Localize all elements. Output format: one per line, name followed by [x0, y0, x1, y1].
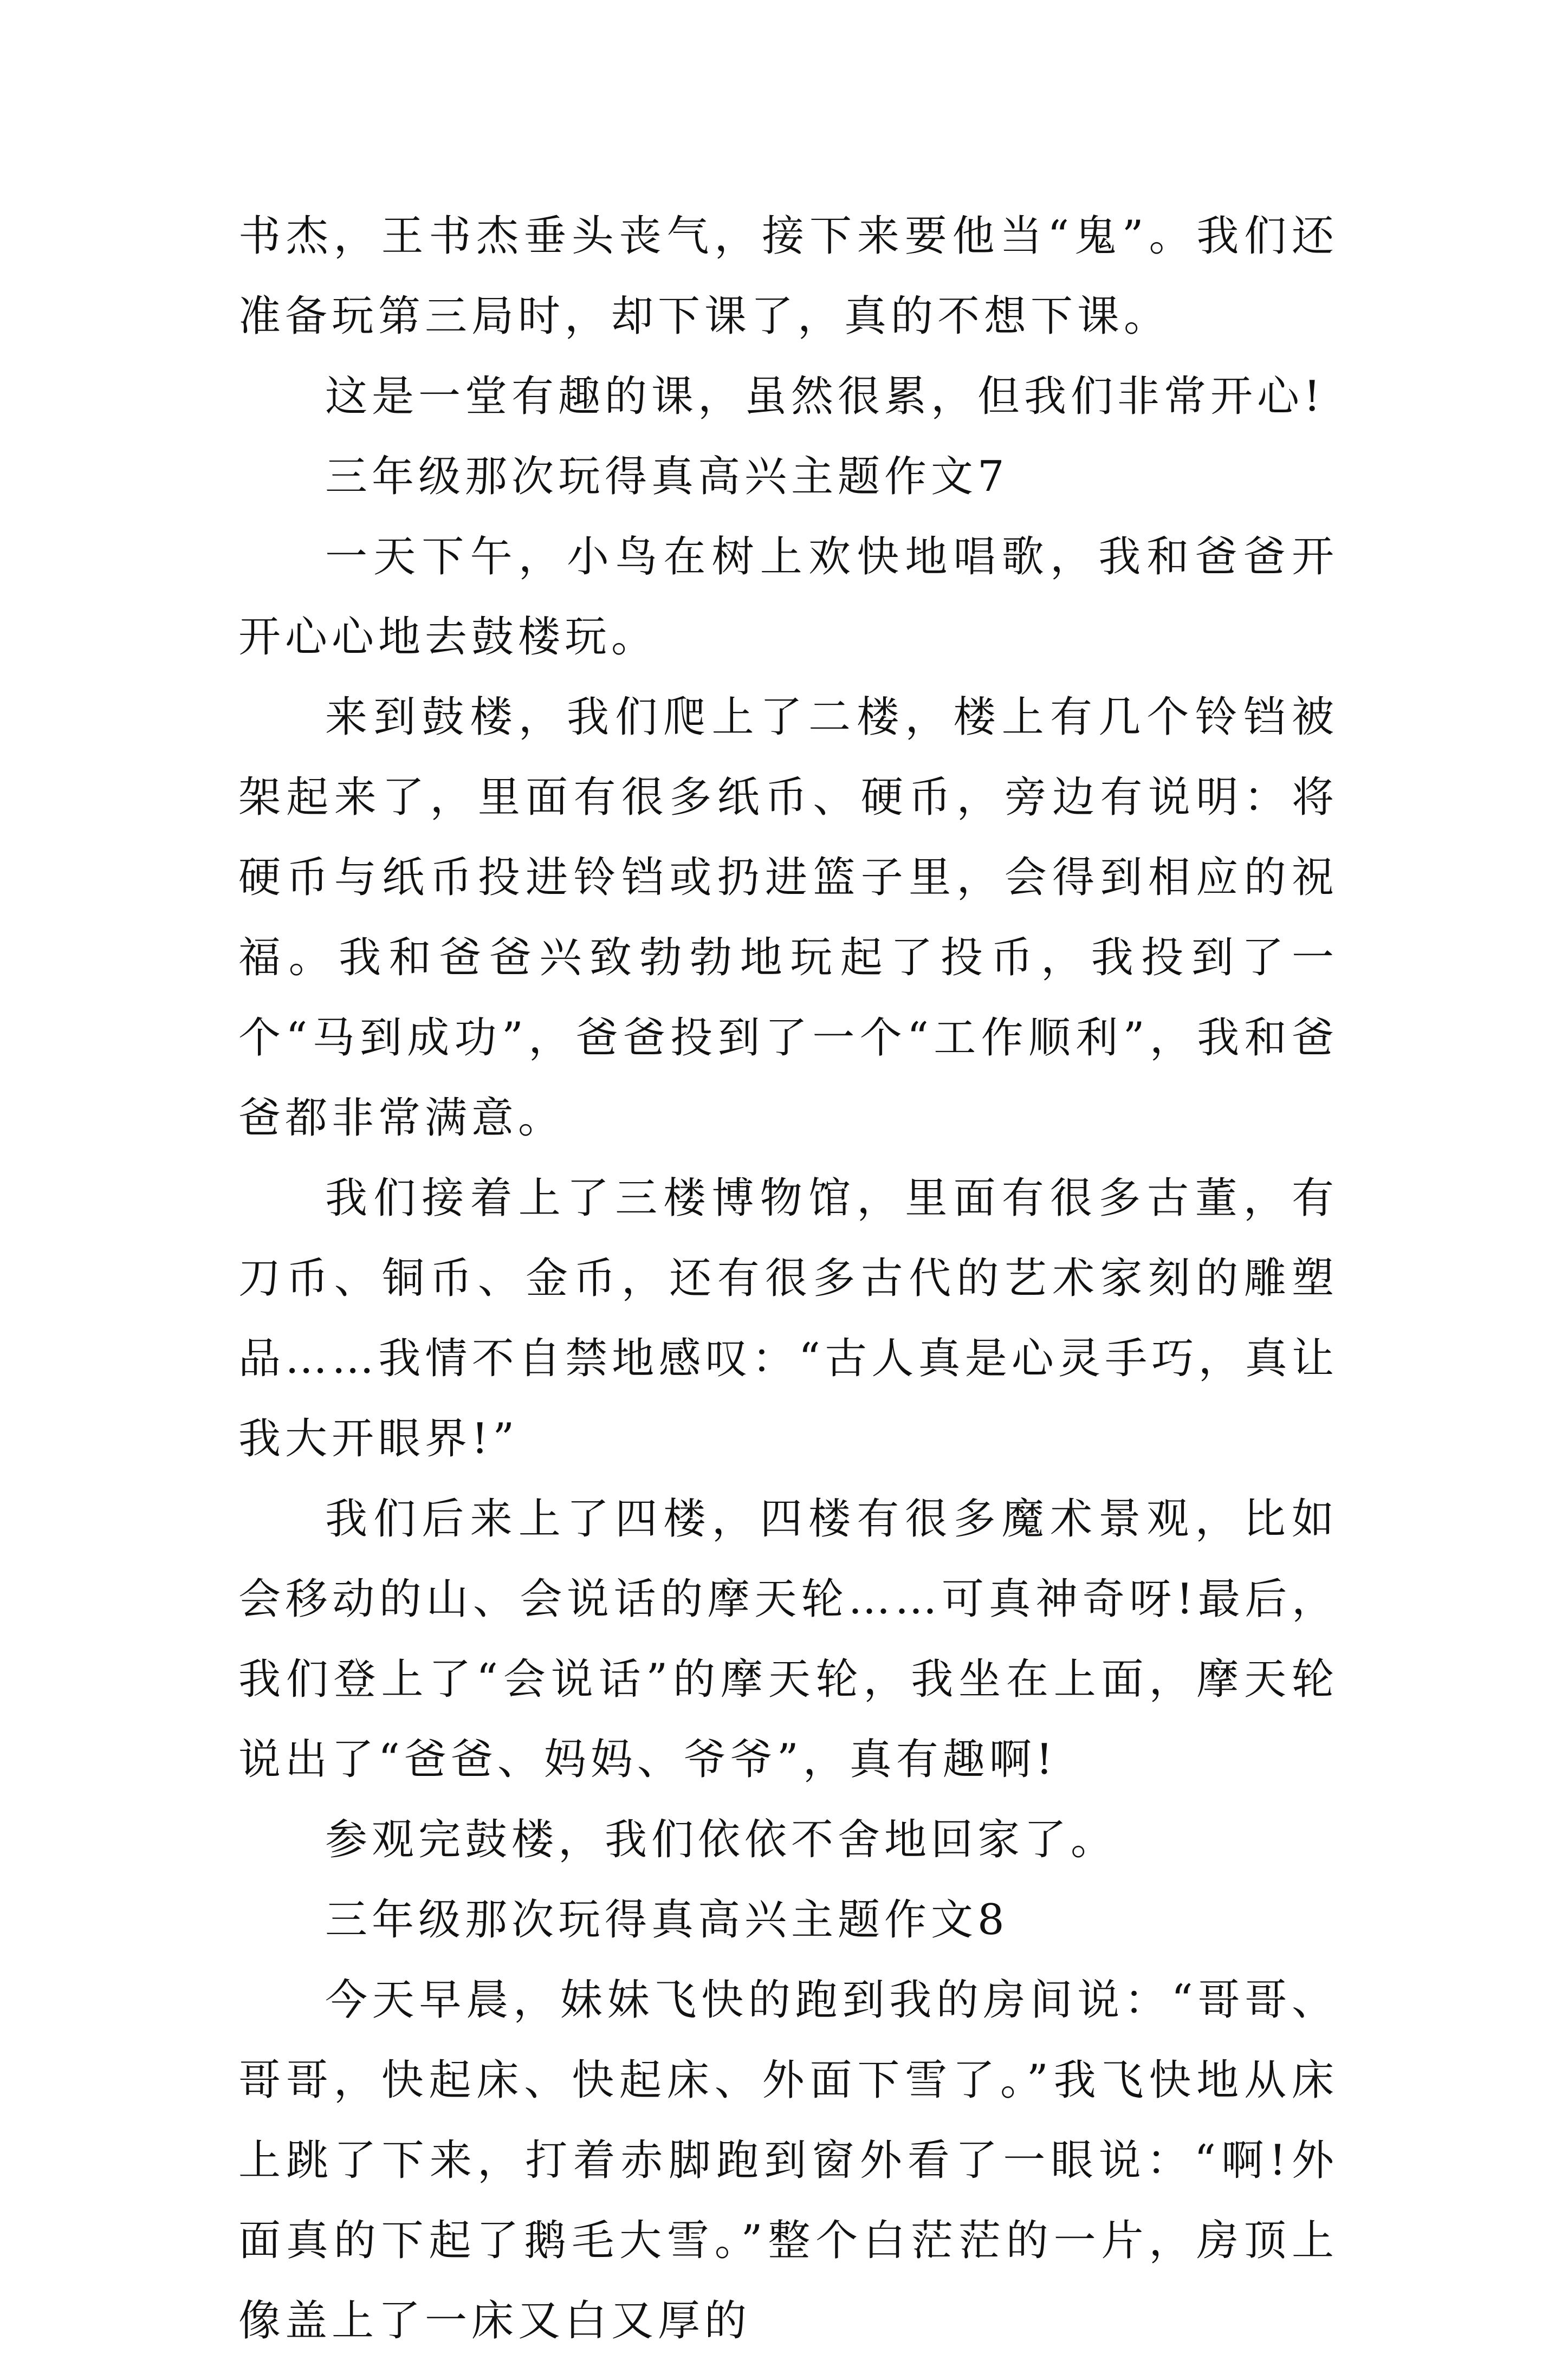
- paragraph: 一天下午，小鸟在树上欢快地唱歌，我和爸爸开开心心地去鼓楼玩。: [238, 533, 1338, 661]
- paragraph: 我们接着上了三楼博物馆，里面有很多古董，有刀币、铜币、金币，还有很多古代的艺术家刻的雕塑品……我情不自禁地感叹：“古人真是心灵手巧，真让我大开眼界!”: [238, 1174, 1338, 1463]
- paragraph: 参观完鼓楼，我们依依不舍地回家了。: [325, 1815, 1118, 1864]
- paragraph: 这是一堂有趣的课，虽然很累，但我们非常开心!: [325, 372, 1325, 421]
- paragraph: 我们后来上了四楼，四楼有很多魔术景观，比如会移动的山、会说话的摩天轮……可真神奇呀!最后，我们登上了“会说话”的摩天轮，我坐在上面，摩天轮说出了“爸爸、妈妈、爷爷”，真有趣啊!: [238, 1495, 1338, 1784]
- essay-heading: 三年级那次玩得真高兴主题作文8: [325, 1896, 1009, 1944]
- document-body: [238, 196, 1338, 2361]
- essay-heading: 三年级那次玩得真高兴主题作文7: [325, 452, 1009, 501]
- paragraph: 来到鼓楼，我们爬上了二楼，楼上有几个铃铛被架起来了，里面有很多纸币、硬币，旁边有说明：将硬币与纸币投进铃铛或扔进篮子里，会得到相应的祝福。我和爸爸兴致勃勃地玩起了投币，我投到了一个“马到成功”，爸爸投到了一个“工作顺利”，我和爸爸都非常满意。: [238, 693, 1338, 1143]
- paragraph: 今天早晨，妹妹飞快的跑到我的房间说：“哥哥、哥哥，快起床、快起床、外面下雪了。”我飞快地从床上跳了下来，打着赤脚跑到窗外看了一眼说：“啊!外面真的下起了鹅毛大雪。”整个白茫茫的一片，房顶上像盖上了一床又白又厚的: [238, 1976, 1338, 2345]
- paragraph: 书杰，王书杰垂头丧气，接下来要他当“鬼”。我们还准备玩第三局时，却下课了，真的不想下课。: [238, 212, 1338, 341]
